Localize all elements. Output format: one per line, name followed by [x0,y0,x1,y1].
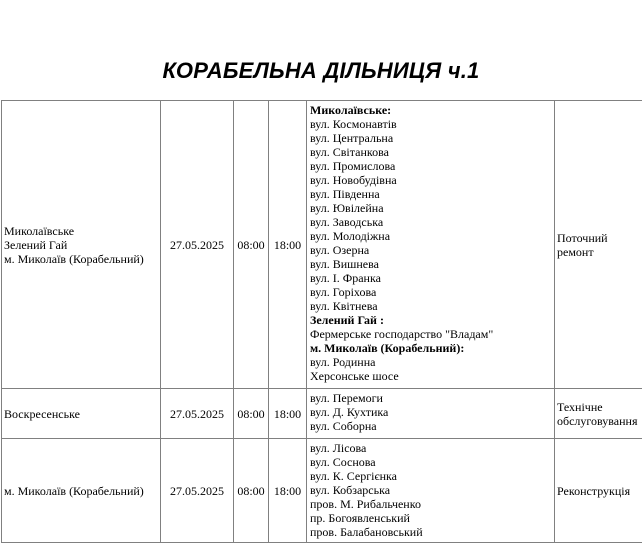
streets-cell [307,101,555,389]
work-type-cell [555,389,642,439]
end-time-cell: 18:00 [269,389,307,439]
start-time-cell: 08:00 [234,439,269,543]
table-row [2,101,642,389]
street-item: вул. Світанкова [310,145,389,159]
locality-line: Воскресенське [4,406,80,421]
street-item: Фермерське господарство "Владам" [310,327,494,341]
street-item: вул. Родинна [310,355,376,369]
start-time-cell: 08:00 [234,101,269,389]
street-item: вул. І. Франка [310,271,381,285]
table-body [2,101,642,543]
street-item: вул. Вишнева [310,257,379,271]
date-cell: 27.05.2025 [161,439,234,543]
work-type-line: Поточний [557,230,608,245]
street-item: вул. Д. Кухтика [310,405,389,419]
streets-cell [307,389,555,439]
date-cell: 27.05.2025 [161,101,234,389]
street-item: вул. Центральна [310,131,394,145]
street-item: вул. Горіхова [310,285,377,299]
table-row [2,439,642,543]
street-item: вул. Ювілейна [310,201,384,215]
street-item: вул. Перемоги [310,391,383,405]
street-item: вул. Лісова [310,441,367,455]
street-item: пр. Богоявленський [310,511,410,525]
start-time-cell: 08:00 [234,389,269,439]
street-item: пров. Балабановський [310,525,423,539]
streets-cell [307,439,555,543]
locality-line: м. Миколаїв (Корабельний) [4,483,144,498]
page-title: КОРАБЕЛЬНА ДІЛЬНИЦЯ ч.1 [162,58,480,83]
street-item: вул. Новобудівна [310,173,397,187]
work-type-cell [555,439,642,543]
locality-line: Зелений Гай [4,237,68,252]
work-type-cell [555,101,642,389]
work-type-line: обслуговування [557,413,638,428]
street-item: пров. М. Рибальченко [310,497,421,511]
street-item: вул. Заводська [310,215,384,229]
date-cell: 27.05.2025 [161,389,234,439]
locality-cell [2,439,161,543]
end-time-cell: 18:00 [269,439,307,543]
table-row [2,389,642,439]
locality-cell [2,101,161,389]
end-time-cell: 18:00 [269,101,307,389]
work-type-line: Реконструкція [557,483,631,498]
street-item: вул. Космонавтів [310,117,397,131]
locality-group-heading: м. Миколаїв (Корабельний): [310,341,465,355]
locality-line: Миколаївське [4,223,75,238]
locality-group-heading: Миколаївське: [310,103,392,117]
street-item: вул. Квітнева [310,299,378,313]
street-item: Херсонське шосе [310,369,399,383]
locality-cell [2,389,161,439]
street-item: вул. Кобзарська [310,483,391,497]
work-type-line: ремонт [557,244,594,259]
street-item: вул. Соборна [310,419,377,433]
street-item: вул. Промислова [310,159,396,173]
street-item: вул. Соснова [310,455,376,469]
locality-line: м. Миколаїв (Корабельний) [4,251,144,266]
work-type-line: Технічне [557,399,603,414]
street-item: вул. Молодіжна [310,229,391,243]
street-item: вул. Озерна [310,243,370,257]
outage-schedule-table [1,100,642,543]
street-item: вул. К. Сергієнка [310,469,397,483]
locality-group-heading: Зелений Гай : [310,313,384,327]
street-item: вул. Південна [310,187,380,201]
